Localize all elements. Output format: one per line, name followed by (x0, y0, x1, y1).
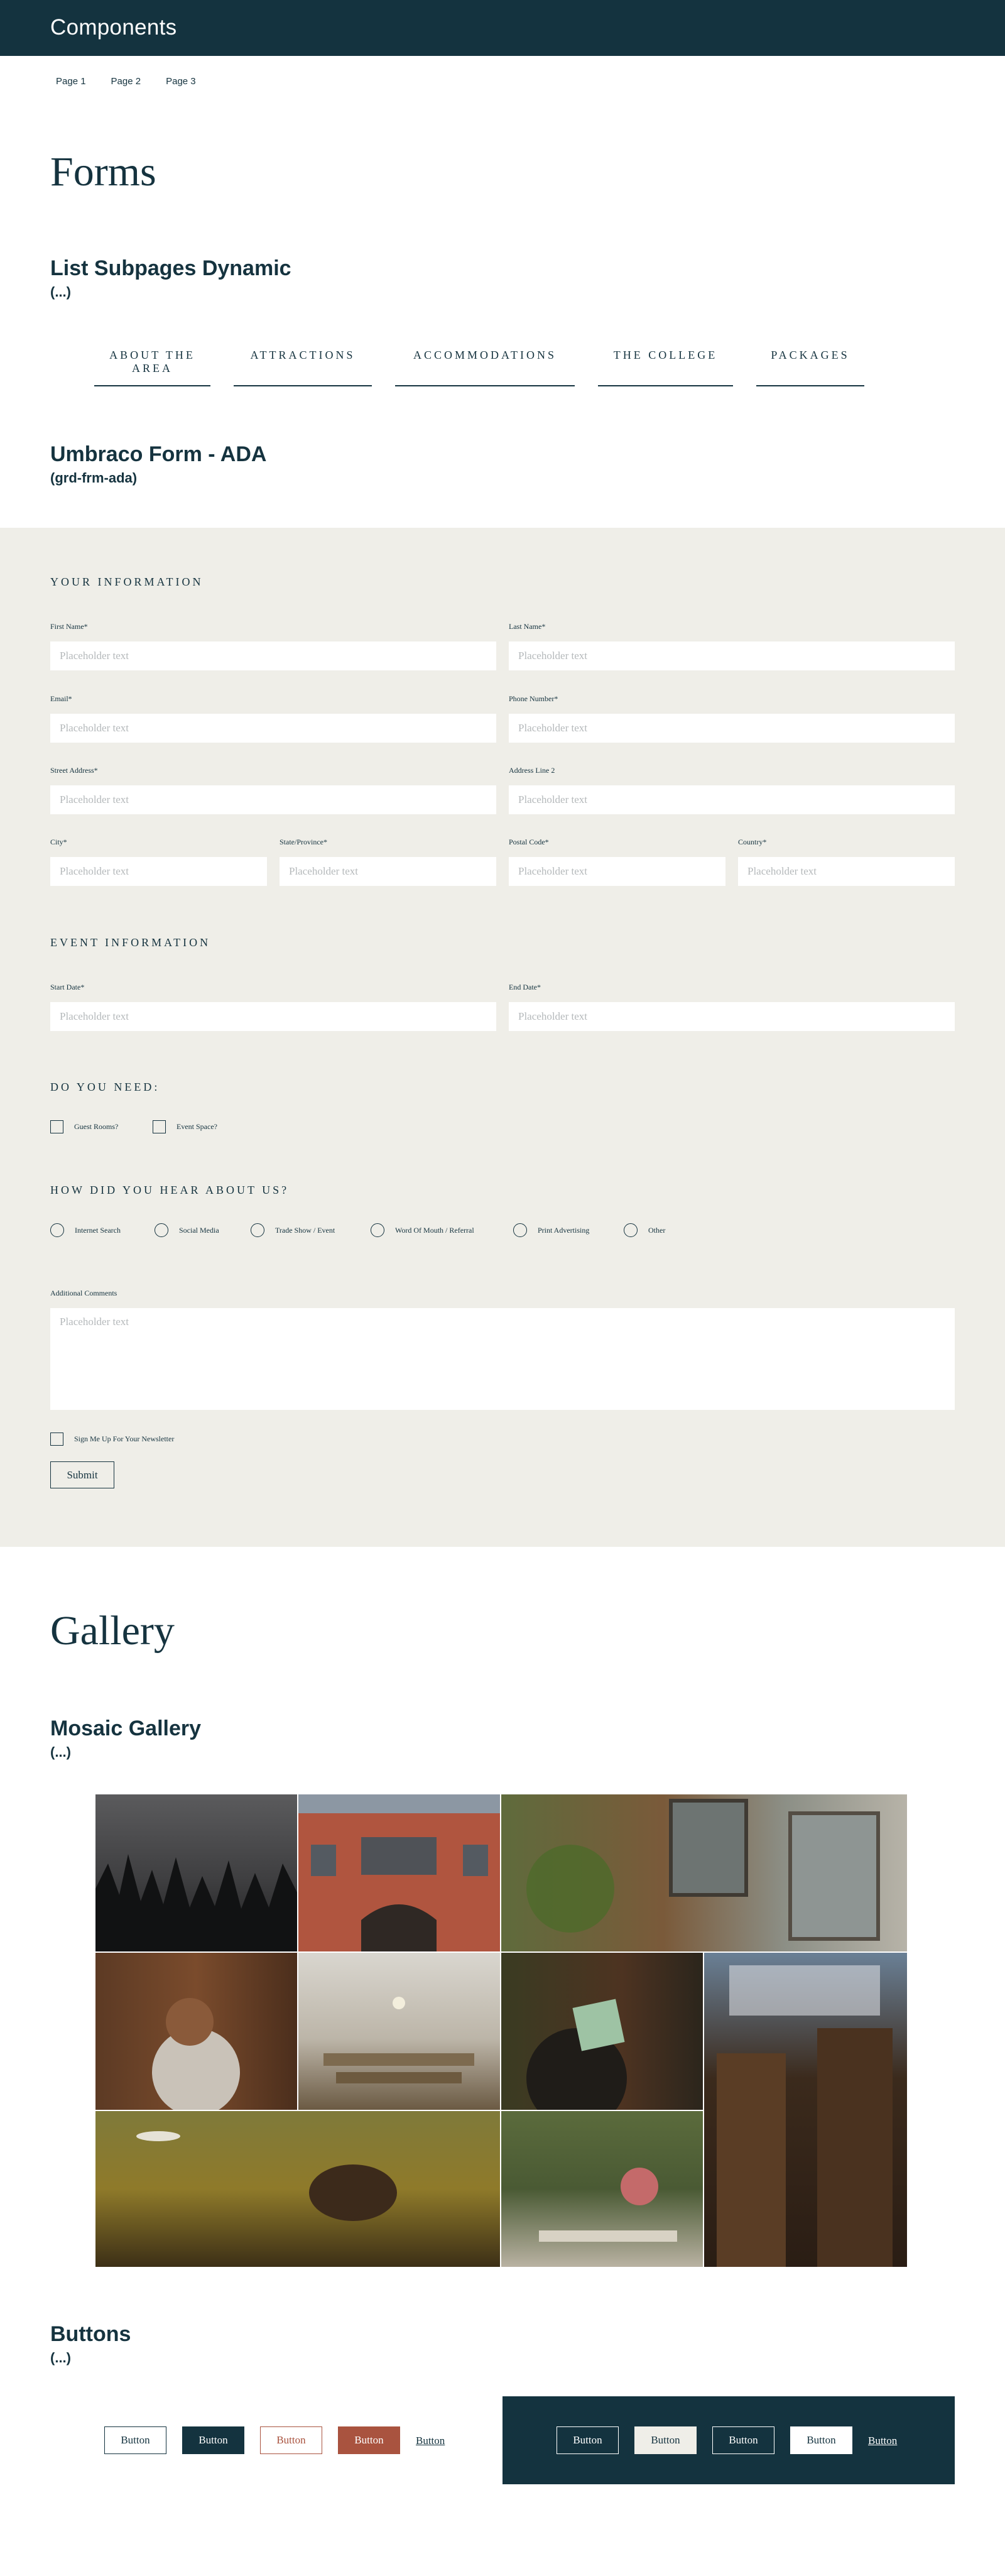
nav-attractions[interactable]: ATTRACTIONS (234, 349, 372, 386)
radio-other[interactable] (624, 1223, 665, 1237)
start-date-input[interactable] (50, 1002, 496, 1031)
first-name-label: First Name* (50, 622, 88, 631)
newsletter-label: Sign Me Up For Your Newsletter (74, 1434, 175, 1443)
filled-accent-button[interactable]: Button (338, 2426, 400, 2454)
umbraco-form-subtitle: (grd-frm-ada) (50, 470, 138, 486)
subnav-page-1[interactable]: Page 1 (56, 76, 86, 87)
reader-graphic (501, 1953, 704, 2111)
do-you-need-heading: DO YOU NEED: (50, 1081, 160, 1093)
page-subnav (56, 76, 196, 87)
outline-accent-button[interactable]: Button (260, 2426, 322, 2454)
phone-label: Phone Number* (509, 694, 558, 703)
window-graphic (501, 1794, 908, 1953)
radio-trade-show[interactable] (251, 1223, 335, 1237)
light-link-button[interactable]: Button (868, 2435, 898, 2447)
library-reader-graphic (95, 1953, 298, 2111)
filled-white-button[interactable]: Button (790, 2426, 852, 2454)
newsletter-checkbox[interactable] (50, 1433, 174, 1446)
start-date-label: Start Date* (50, 983, 85, 991)
event-information-heading: EVENT INFORMATION (50, 936, 211, 949)
gallery-section-title: Gallery (50, 1608, 175, 1654)
radio-internet-search[interactable] (50, 1223, 121, 1237)
radio-label: Trade Show / Event (275, 1225, 335, 1235)
outline-primary-button[interactable]: Button (104, 2426, 166, 2454)
list-subpages-subtitle: (...) (50, 284, 71, 300)
country-input[interactable] (738, 857, 955, 886)
filled-cream-button[interactable]: Button (634, 2426, 697, 2454)
bookshelves-graphic (704, 1953, 908, 2268)
city-label: City* (50, 838, 67, 846)
radio-circle[interactable] (624, 1223, 638, 1237)
filled-primary-button[interactable]: Button (182, 2426, 244, 2454)
dining-tables-graphic (298, 1953, 501, 2111)
address-line-2-input[interactable] (509, 785, 955, 814)
bear-graphic (95, 2111, 501, 2268)
subnav-page-3[interactable]: Page 3 (166, 76, 196, 87)
umbraco-form-title: Umbraco Form - ADA (50, 442, 267, 466)
subnav-page-2[interactable]: Page 2 (111, 76, 141, 87)
additional-comments-label: Additional Comments (50, 1289, 117, 1297)
radio-print-advertising[interactable] (513, 1223, 589, 1237)
submit-button[interactable]: Submit (50, 1461, 114, 1488)
nav-the-college[interactable]: THE COLLEGE (598, 349, 733, 386)
radio-label: Internet Search (75, 1225, 121, 1235)
radio-label: Print Advertising (538, 1225, 590, 1235)
event-space-label: Event Space? (177, 1122, 217, 1131)
last-name-input[interactable] (509, 641, 955, 670)
nav-accommodations[interactable]: ACCOMMODATIONS (395, 349, 575, 386)
checkbox-box[interactable] (50, 1120, 63, 1133)
nav-packages[interactable]: PACKAGES (756, 349, 864, 386)
mosaic-gallery (95, 1794, 908, 2268)
nav-about-the-area[interactable]: ABOUT THE AREA (94, 349, 210, 386)
list-subpages-nav (94, 349, 864, 386)
forms-section-title: Forms (50, 149, 156, 195)
email-label: Email* (50, 694, 72, 703)
library-stacks-photo[interactable] (704, 1953, 908, 2268)
country-label: Country* (738, 838, 767, 846)
first-name-input[interactable] (50, 641, 496, 670)
phone-input[interactable] (509, 714, 955, 743)
site-title: Components (50, 15, 177, 40)
checkbox-box[interactable] (153, 1120, 166, 1133)
city-input[interactable] (50, 857, 267, 886)
meadow-bear-photo[interactable] (95, 2111, 501, 2268)
radio-circle[interactable] (50, 1223, 64, 1237)
building-facade-graphic (298, 1794, 501, 1953)
additional-comments-textarea[interactable] (50, 1308, 955, 1410)
link-button[interactable]: Button (416, 2435, 445, 2447)
top-header-bar (0, 0, 1005, 56)
end-date-label: End Date* (509, 983, 541, 991)
radio-circle[interactable] (513, 1223, 527, 1237)
cafe-graphic (501, 2111, 704, 2268)
your-information-heading: YOUR INFORMATION (50, 576, 204, 588)
radio-circle[interactable] (251, 1223, 264, 1237)
postal-code-label: Postal Code* (509, 838, 549, 846)
woman-reading-photo[interactable] (501, 1953, 704, 2111)
brick-building-photo[interactable] (298, 1794, 501, 1953)
outline-light-button-2[interactable]: Button (712, 2426, 774, 2454)
radio-social-media[interactable] (155, 1223, 219, 1237)
tree-silhouettes-graphic (95, 1794, 298, 1953)
radio-label: Word Of Mouth / Referral (395, 1225, 474, 1235)
buttons-subtitle: (...) (50, 2350, 71, 2366)
street-address-input[interactable] (50, 785, 496, 814)
postal-code-input[interactable] (509, 857, 725, 886)
state-label: State/Province* (280, 838, 327, 846)
email-input[interactable] (50, 714, 496, 743)
window-foliage-photo[interactable] (501, 1794, 908, 1953)
contact-form (0, 528, 1005, 1547)
radio-label: Other (648, 1225, 666, 1235)
guest-rooms-label: Guest Rooms? (74, 1122, 119, 1131)
night-forest-photo[interactable] (95, 1794, 298, 1953)
how-did-you-hear-heading: HOW DID YOU HEAR ABOUT US? (50, 1184, 290, 1196)
mosaic-gallery-title: Mosaic Gallery (50, 1716, 202, 1740)
list-subpages-title: List Subpages Dynamic (50, 256, 291, 280)
outline-light-button[interactable]: Button (557, 2426, 619, 2454)
address-line-2-label: Address Line 2 (509, 766, 555, 775)
radio-label: Social Media (179, 1225, 219, 1235)
radio-circle[interactable] (155, 1223, 168, 1237)
woman-in-library-photo[interactable] (95, 1953, 298, 2111)
state-input[interactable] (280, 857, 496, 886)
last-name-label: Last Name* (509, 622, 546, 631)
mosaic-gallery-subtitle: (...) (50, 1744, 71, 1760)
end-date-input[interactable] (509, 1002, 955, 1031)
street-address-label: Street Address* (50, 766, 98, 775)
buttons-title: Buttons (50, 2322, 131, 2346)
checkbox-box[interactable] (50, 1433, 63, 1446)
dining-hall-photo[interactable] (298, 1953, 501, 2111)
event-space-checkbox[interactable] (153, 1120, 217, 1133)
cafe-reading-photo[interactable] (501, 2111, 704, 2268)
radio-circle[interactable] (371, 1223, 384, 1237)
guest-rooms-checkbox[interactable] (50, 1120, 118, 1133)
radio-word-of-mouth[interactable] (371, 1223, 474, 1237)
